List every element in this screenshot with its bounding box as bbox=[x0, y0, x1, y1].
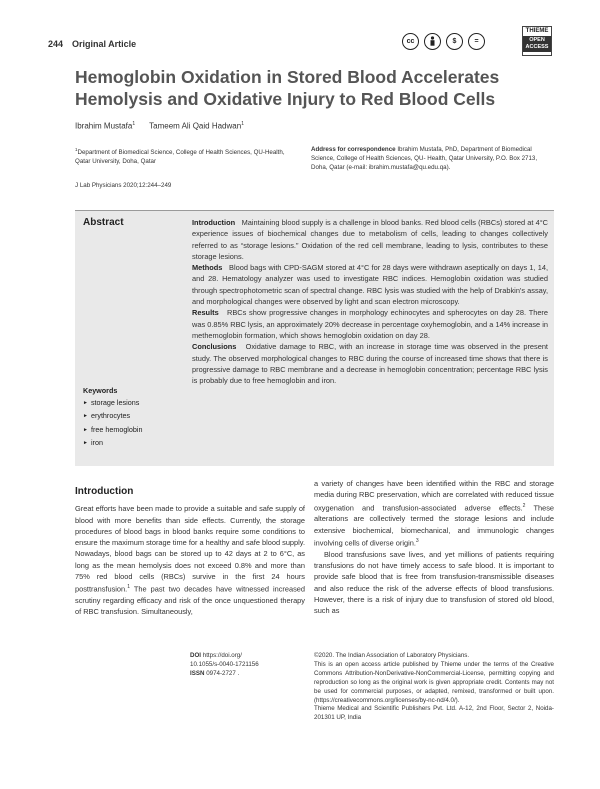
copyright-notice bbox=[314, 652, 554, 723]
body-column-right bbox=[314, 478, 554, 617]
author-list: Ibrahim Mustafa$^1$ Tameem Ali Qaid Hadwan$^1$ bbox=[75, 121, 244, 131]
page-header bbox=[48, 28, 552, 56]
keywords-heading: Keywords bbox=[83, 386, 118, 395]
keyword-item: ► erythrocytes bbox=[83, 410, 143, 424]
cc-nc-icon: $ bbox=[446, 33, 463, 50]
doi-link[interactable]: https://doi.org/ bbox=[202, 652, 242, 659]
article-type-label: Original Article bbox=[72, 39, 137, 49]
page-number: 244 bbox=[48, 39, 64, 49]
author-name: Ibrahim Mustafa bbox=[75, 121, 133, 131]
publisher-address: Thieme Medical and Scientific Publishers Pvt. Ltd. A-12, 2nd Floor, Sector 2, Noida-201301 UP, India bbox=[314, 705, 554, 722]
keyword-item: ► storage lesions bbox=[83, 397, 143, 411]
journal-citation: J Lab Physicians 2020;12:244–249 bbox=[75, 182, 172, 189]
author-affiliation: $^1$Department of Biomedical Science, College of Health Sciences, QU-Health, Qatar University, Doha, Qatar bbox=[75, 147, 285, 166]
article-title: Hemoglobin Oxidation in Stored Blood Accelerates Hemolysis and Oxidative Injury to Red Blood Cells bbox=[75, 67, 500, 109]
abstract-heading: Abstract bbox=[83, 217, 124, 228]
abstract-body bbox=[192, 217, 548, 386]
abstract-methods: Methods Blood bags with CPD-SAGM stored at 4°C for 28 days were withdrawn aseptically on days 1, 14, and 28. Hematology analyzer was used to investigate RBC indices. Hemoglobin oxidation was studied through spectrophotometric scan of spectral change. RBC lysis was studied with the help of Drabkin's assay, and morphological changes were observed by light and scan electron microscopy. bbox=[192, 263, 548, 307]
license-text: This is an open access article published by Thieme under the terms of the Creative Commons Attribution-NonDerivative-NonCommercial-License, permitting copying and reproduction so long as the original work is given appropriate credit. Contents may not be used for commercial purposes, or adapted, remixed, transformed or built upon. (https://creativecommons.org/licenses/by-nc-nd/4.0/). bbox=[314, 660, 554, 704]
article-identifiers: DOI https://doi.org/ 10.1055/s-0040-1721156 ISSN 0974-2727 . bbox=[190, 652, 259, 677]
body-column-left bbox=[75, 486, 305, 618]
keyword-item: ► free hemoglobin bbox=[83, 424, 143, 438]
correspondence-address: Address for correspondence Ibrahim Mustafa, PhD, Department of Biomedical Science, College of Health Sciences, QU- Health, Qatar University, P.O. Box 2713, Doha, Qatar (e-mail: ibrahim.mustafa@qu.edu.qa). bbox=[311, 146, 538, 171]
keyword-item: ► iron bbox=[83, 437, 143, 451]
thieme-open-access-logo: THIEME OPEN ACCESS bbox=[522, 26, 552, 56]
introduction-heading: Introduction bbox=[75, 486, 134, 497]
abstract-conclusions: Conclusions Oxidative damage to RBC, with an increase in storage time was observed in the present study. The observed morphological changes to RBC during the course of increased time shows that there is progressive damage to RBC membrane and a decrease in hemoglobin concentration; percentage RBC lysis is probably due to free hemoglobin and iron. bbox=[192, 342, 548, 386]
cc-by-icon bbox=[424, 33, 441, 50]
abstract-results: Results RBCs show progressive changes in morphology echinocytes and spherocytes on day 28. There was 0.85% RBC lysis, an approximately 20% decrease in percentage oxyhemoglobin, and a 14% increase in methemoglobin formation, which shows hemoglobin oxidation on day 28. bbox=[192, 308, 548, 340]
body-paragraph: a variety of changes have been identified within the RBC and storage media during RBC preservation, which are correlated with reduced tissue oxygenation and transfusion-associated adverse effects.$^2$ These alterations are collectively termed the storage lesions and include extensive biochemical, biomechanical, and immunologic changes involving cells of diverse origin.$^3$ bbox=[314, 479, 555, 548]
body-paragraph: Blood transfusions save lives, and yet millions of patients requiring transfusions do not have timely access to safe blood. It is important to provide safe blood that is free from transfusion-transmissible diseases and also reduce the risk of the adverse effects of blood transfusions. However, there is a risk of injury due to transfusion of stored old blood, such as bbox=[314, 549, 554, 616]
copyright-line: ©2020. The Indian Association of Laboratory Physicians. bbox=[314, 652, 470, 659]
abstract-section bbox=[75, 210, 554, 466]
cc-icon: cc bbox=[402, 33, 419, 50]
cc-nd-icon: = bbox=[468, 33, 485, 50]
keywords-list bbox=[83, 385, 143, 451]
body-paragraph: Great efforts have been made to provide a suitable and safe supply of blood with more benefits than side effects. Currently, the storage procedures of blood bags in blood banks require some conditions to ensure the maximum storage time for a healthy and safe blood supply. Nowadays, blood bags can be stored up to 42 days at 2 to 6°C, as long as the mean hemolysis does not exceed 0.8% and more than 75% red blood cells (RBCs) survive in the first 24 hours posttransfusion.$^1$ The past two decades have witnessed increased scrutiny regarding efficacy and risk of the once unquestioned therapy of RBC transfusion. Simultaneously, bbox=[75, 504, 306, 617]
abstract-introduction: Introduction Maintaining blood supply is a challenge in blood banks. Red blood cells (RBCs) stored at 4°C experience issues of biochemical changes due to metabolism of cells, leading to changes collectively referred to as “storage lesions.” Oxidation of the red cell membrane, leading to lysis, contributes to these storage lesions. bbox=[192, 218, 548, 261]
author-name: Tameem Ali Qaid Hadwan bbox=[149, 121, 242, 131]
cc-license-icons[interactable] bbox=[402, 33, 485, 50]
